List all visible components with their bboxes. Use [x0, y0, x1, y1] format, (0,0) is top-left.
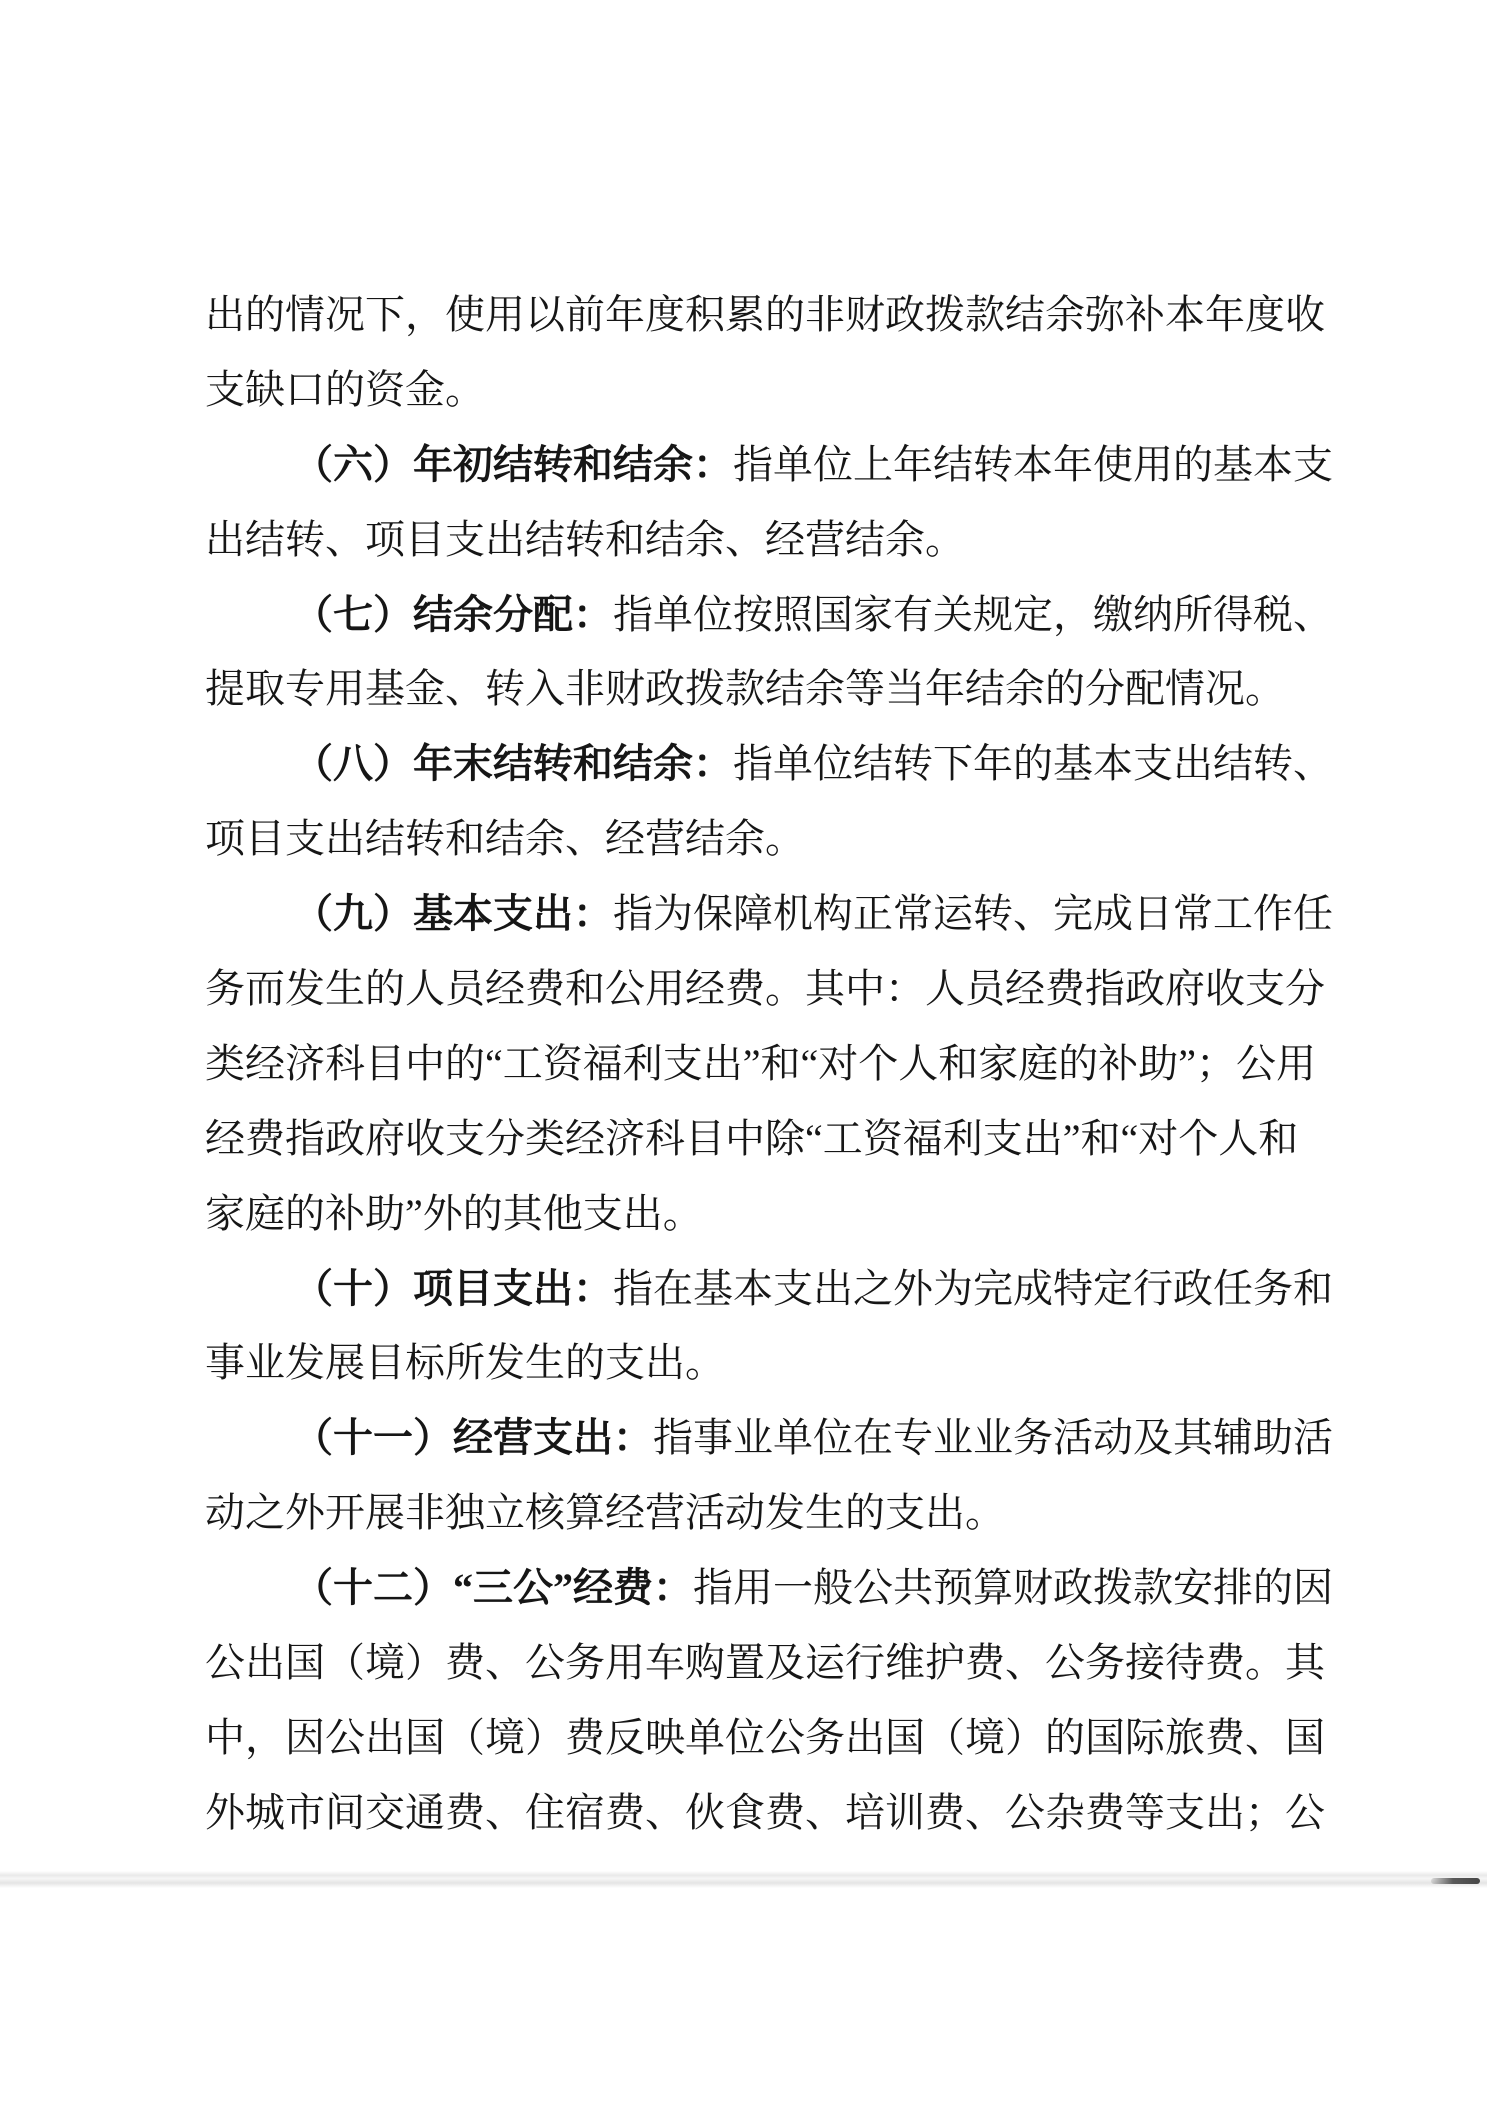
body-text-segment: 指单位按照国家有关规定，缴纳所得税、: [613, 591, 1333, 637]
text-line-1: [205, 278, 1335, 353]
text-line-13: [205, 1177, 1335, 1252]
term-heading-segment: （九）基本支出：: [293, 891, 613, 937]
body-text-segment: 类经济科目中的“工资福利支出”和“对个人和家庭的补助”；公用: [205, 1040, 1317, 1086]
body-text-segment: 中，因公出国（境）费反映单位公务出国（境）的国际旅费、国: [205, 1714, 1325, 1760]
text-line-5: [205, 578, 1335, 653]
body-text-segment: 经费指政府收支分类经济科目中除“工资福利支出”和“对个人和: [205, 1115, 1299, 1161]
text-line-16: [205, 1401, 1335, 1476]
text-line-18: [205, 1551, 1335, 1626]
text-line-11: [205, 1027, 1335, 1102]
term-heading-segment: （十）项目支出：: [293, 1265, 613, 1311]
scan-artifact-mark: [1431, 1878, 1480, 1884]
body-text-segment: 指在基本支出之外为完成特定行政任务和: [613, 1265, 1333, 1311]
text-line-17: [205, 1476, 1335, 1551]
body-text-segment: 支缺口的资金。: [205, 366, 485, 412]
text-line-15: [205, 1326, 1335, 1401]
term-heading-segment: （八）年末结转和结余：: [293, 741, 733, 787]
body-text-segment: 指单位结转下年的基本支出结转、: [733, 741, 1333, 787]
body-text-segment: 公出国（境）费、公务用车购置及运行维护费、公务接待费。其: [205, 1640, 1325, 1686]
body-text-segment: 提取专用基金、转入非财政拨款结余等当年结余的分配情况。: [205, 666, 1285, 712]
body-text-segment: 指为保障机构正常运转、完成日常工作任: [613, 891, 1333, 937]
text-line-14: [205, 1252, 1335, 1327]
body-text-segment: 动之外开展非独立核算经营活动发生的支出。: [205, 1490, 1005, 1536]
text-line-8: [205, 802, 1335, 877]
document-text-block: [205, 278, 1335, 1851]
scan-artifact-band: [0, 1871, 1487, 1888]
text-line-2: [205, 353, 1335, 428]
body-text-segment: 外城市间交通费、住宿费、伙食费、培训费、公杂费等支出；公: [205, 1789, 1325, 1835]
term-heading-segment: （十二）“三公”经费：: [293, 1565, 693, 1611]
body-text-segment: 指事业单位在专业业务活动及其辅助活: [653, 1415, 1333, 1461]
text-line-20: [205, 1701, 1335, 1776]
text-line-9: [205, 877, 1335, 952]
text-line-12: [205, 1102, 1335, 1177]
term-heading-segment: （十一）经营支出：: [293, 1415, 653, 1461]
term-heading-segment: （七）结余分配：: [293, 591, 613, 637]
text-line-6: [205, 652, 1335, 727]
body-text-segment: 出的情况下，使用以前年度积累的非财政拨款结余弥补本年度收: [205, 292, 1325, 337]
text-line-21: [205, 1776, 1335, 1851]
body-text-segment: 事业发展目标所发生的支出。: [205, 1340, 725, 1386]
body-text-segment: 家庭的补助”外的其他支出。: [205, 1190, 703, 1236]
text-line-4: [205, 503, 1335, 578]
body-text-segment: 项目支出结转和结余、经营结余。: [205, 816, 805, 862]
text-line-7: [205, 727, 1335, 802]
text-line-10: [205, 952, 1335, 1027]
text-line-19: [205, 1626, 1335, 1701]
body-text-segment: 出结转、项目支出结转和结余、经营结余。: [205, 516, 965, 562]
text-line-3: [205, 428, 1335, 503]
body-text-segment: 指用一般公共预算财政拨款安排的因: [693, 1565, 1333, 1611]
body-text-segment: 指单位上年结转本年使用的基本支: [733, 441, 1333, 487]
term-heading-segment: （六）年初结转和结余：: [293, 441, 733, 487]
body-text-segment: 务而发生的人员经费和公用经费。其中：人员经费指政府收支分: [205, 966, 1325, 1012]
